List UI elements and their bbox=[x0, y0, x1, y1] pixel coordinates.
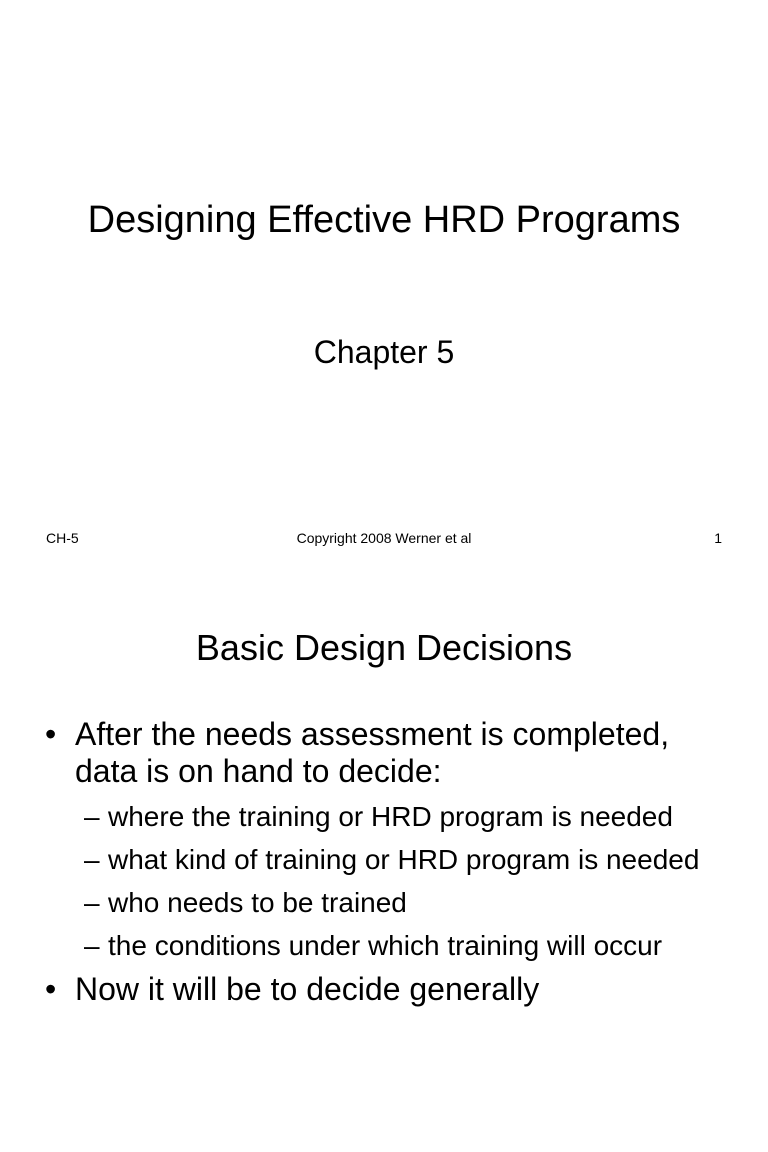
bullet-marker: • bbox=[45, 716, 57, 752]
sub-bullet-item bbox=[84, 842, 728, 878]
sub-bullet-item bbox=[84, 799, 728, 835]
slide-title: Designing Effective HRD Programs bbox=[87, 199, 681, 241]
bullet-item bbox=[45, 716, 728, 790]
bullet-item bbox=[45, 971, 728, 1008]
slide-2 bbox=[0, 576, 768, 1152]
footer-page-number: 1 bbox=[714, 530, 722, 546]
dash-marker: – bbox=[84, 801, 100, 832]
footer-copyright: Copyright 2008 Werner et al bbox=[296, 530, 472, 546]
dash-marker: – bbox=[84, 844, 100, 875]
sub-bullet-text: what kind of training or HRD program is needed bbox=[108, 844, 700, 875]
bullet-text: After the needs assessment is completed, data is on hand to decide: bbox=[75, 716, 670, 789]
sub-bullet-text: who needs to be trained bbox=[108, 887, 407, 918]
footer-chapter: CH-5 bbox=[46, 530, 79, 546]
sub-bullet-list bbox=[0, 799, 768, 964]
sub-bullet-item bbox=[84, 885, 728, 921]
slide-title: Basic Design Decisions bbox=[195, 627, 573, 668]
sub-bullet-text: where the training or HRD program is needed bbox=[108, 801, 673, 832]
bullet-text: Now it will be to decide generally bbox=[75, 971, 540, 1007]
slide-subtitle: Chapter 5 bbox=[313, 334, 455, 370]
sub-bullet-text: the conditions under which training will occur bbox=[108, 930, 663, 961]
sub-bullet-item bbox=[84, 928, 728, 964]
bullet-marker: • bbox=[45, 971, 57, 1007]
dash-marker: – bbox=[84, 887, 100, 918]
dash-marker: – bbox=[84, 930, 100, 961]
slide-content bbox=[0, 716, 768, 1008]
